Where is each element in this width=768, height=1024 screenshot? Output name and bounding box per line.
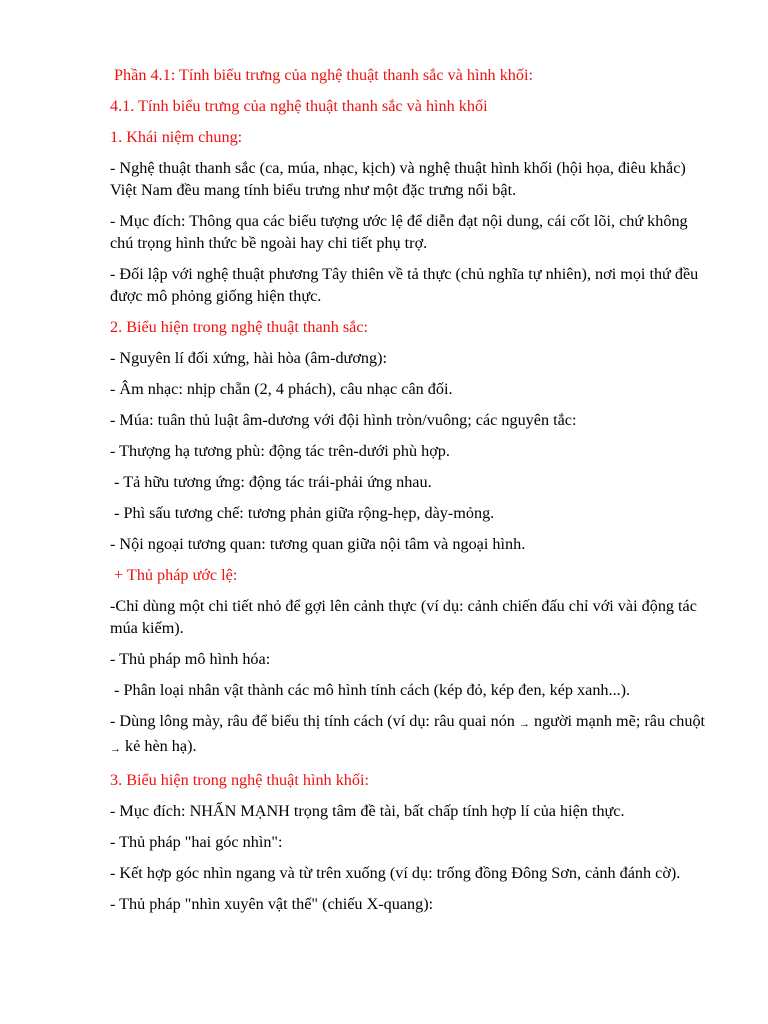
section-3-paragraph: - Thủ pháp "hai góc nhìn": [110,833,283,851]
section-3-paragraph: - Thủ pháp "nhìn xuyên vật thể" (chiếu X-quang): [110,895,434,913]
section-2-paragraph: - Phân loại nhân vật thành các mô hình tính cách (kép đỏ, kép đen, kép xanh...). [110,681,631,699]
right-arrow-icon: → [110,743,121,755]
section-3-title: 3. Biểu hiện trong nghệ thuật hình khối: [110,771,369,789]
document-page [110,64,710,924]
section-2-paragraph: - Phì sấu tương chế: tương phản giữa rộng-hẹp, dày-mỏng. [110,504,495,522]
paragraph-text: kẻ hèn hạ). [121,737,197,755]
section-2-paragraph: - Múa: tuân thủ luật âm-dương với đội hình tròn/vuông; các nguyên tắc: [110,411,577,429]
section-2-paragraph: - Âm nhạc: nhịp chẵn (2, 4 phách), câu nhạc cân đối. [110,380,453,398]
paragraph-text: người mạnh mẽ; râu chuột [529,712,710,730]
section-2-paragraph [110,710,710,760]
section-2-paragraph: - Thủ pháp mô hình hóa: [110,650,271,668]
main-heading: Phần 4.1: Tính biểu trưng của nghệ thuật thanh sắc và hình khối: [110,66,533,84]
section-3-paragraph: - Kết hợp góc nhìn ngang và từ trên xuống (ví dụ: trống đồng Đông Sơn, cảnh đánh cờ). [110,864,681,882]
sub-heading: 4.1. Tính biểu trưng của nghệ thuật thanh sắc và hình khối [110,97,488,115]
section-2-paragraph: - Nguyên lí đối xứng, hài hòa (âm-dương): [110,349,387,367]
section-3-paragraph: - Mục đích: NHẤN MẠNH trọng tâm đề tài, bất chấp tính hợp lí của hiện thực. [110,802,625,820]
section-2-paragraph: - Nội ngoại tương quan: tương quan giữa nội tâm và ngoại hình. [110,535,526,553]
subsection-title: + Thủ pháp ước lệ: [110,566,238,584]
section-2-paragraph: -Chỉ dùng một chi tiết nhỏ để gợi lên cảnh thực (ví dụ: cảnh chiến đấu chỉ với vài động tác múa kiếm). [110,597,701,637]
right-arrow-icon: → [518,718,530,730]
section-1-paragraph: - Nghệ thuật thanh sắc (ca, múa, nhạc, kịch) và nghệ thuật hình khối (hội họa, điêu khắc) Việt Nam đều mang tính biểu trưng như một đặc trưng nổi bật. [110,159,690,199]
section-1-title: 1. Khái niệm chung: [110,128,243,146]
section-2-paragraph: - Tả hữu tương ứng: động tác trái-phải ứng nhau. [110,473,432,491]
section-1-paragraph: - Đối lập với nghệ thuật phương Tây thiên về tả thực (chủ nghĩa tự nhiên), nơi mọi thứ đều được mô phỏng giống hiện thực. [110,265,703,305]
paragraph-text: - Dùng lông mày, râu để biểu thị tính cách (ví dụ: râu quai nón [110,712,519,730]
section-1-paragraph: - Mục đích: Thông qua các biểu tượng ước lệ để diễn đạt nội dung, cái cốt lõi, chứ không chú trọng hình thức bề ngoài hay chi tiết phụ trợ. [110,212,692,252]
section-2-paragraph: - Thượng hạ tương phù: động tác trên-dưới phù hợp. [110,442,450,460]
section-2-title: 2. Biểu hiện trong nghệ thuật thanh sắc: [110,318,369,336]
